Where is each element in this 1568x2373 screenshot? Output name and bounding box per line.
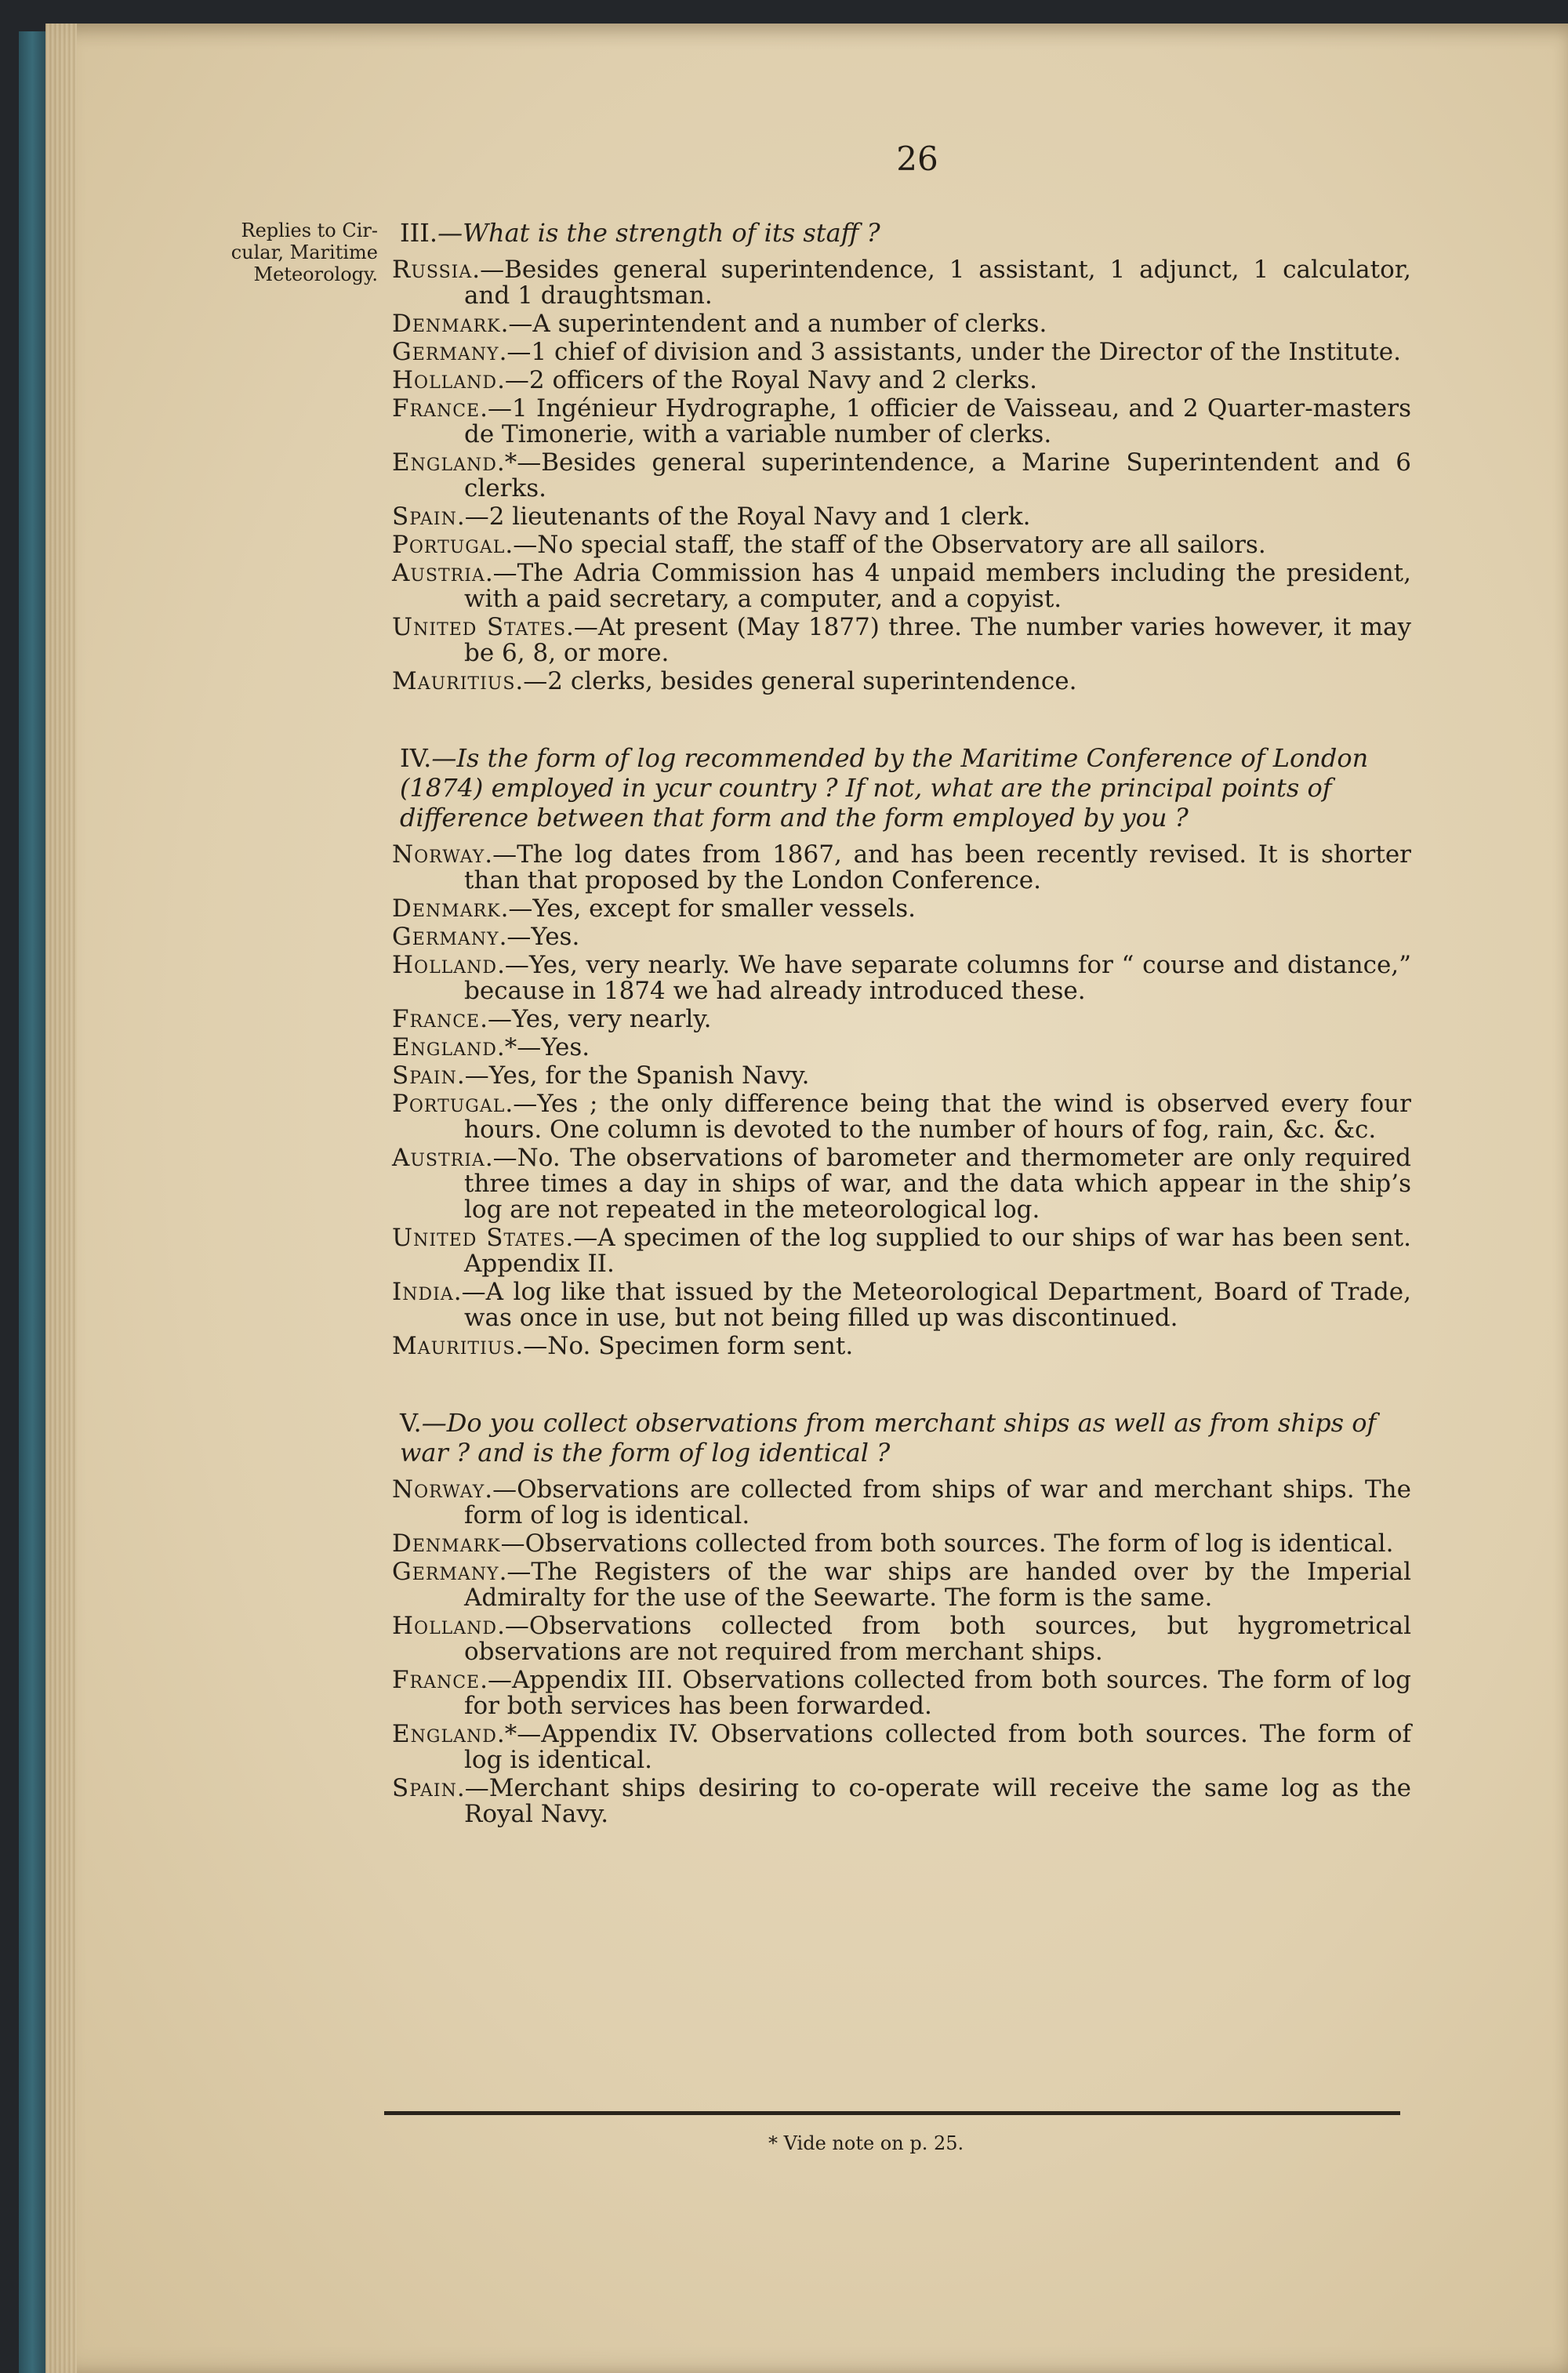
country-name: Holland xyxy=(392,1612,498,1640)
answer-item: France.—1 Ingénieur Hydrographe, 1 officier de Vaisseau, and 2 Quarter-masters de Timonerie, with a variable number of clerks. xyxy=(392,394,1411,448)
answer-item: Holland.—2 officers of the Royal Navy and 2 clerks. xyxy=(392,366,1037,394)
margin-note xyxy=(205,220,378,285)
answer-item: Holland.—Observations collected from both sources, but hygrometrical observations are not required from merchant ships. xyxy=(392,1612,1411,1666)
country-name: Austria xyxy=(392,1144,485,1172)
answer-item: Austria.—The Adria Commission has 4 unpaid members including the president, with a paid secretary, a computer, and a copyist. xyxy=(392,559,1411,613)
country-name: Germany xyxy=(392,1558,499,1586)
country-name: Germany xyxy=(392,923,499,951)
question-heading: III.—What is the strength of its staff ? xyxy=(400,218,880,248)
answer-item: France.—Yes, very nearly. xyxy=(392,1005,712,1033)
answer-item: Spain.—2 lieutenants of the Royal Navy and 1 clerk. xyxy=(392,503,1031,531)
answer-item: India.—A log like that issued by the Meteorological Department, Board of Trade, was once in use, but not being filled up was discontinued. xyxy=(392,1278,1411,1332)
margin-note-line: cular, Maritime xyxy=(230,241,378,263)
country-name: Mauritius xyxy=(392,667,516,695)
answer-item: Denmark.—A superintendent and a number of clerks. xyxy=(392,310,1047,338)
answer-item: Mauritius.—No. Specimen form sent. xyxy=(392,1332,854,1360)
answer-item: Portugal.—No special staff, the staff of the Observatory are all sailors. xyxy=(392,531,1266,559)
answer-item: Portugal.—Yes ; the only difference being that the wind is observed every four hours. One column is devoted to the number of hours of fog, rain, &c. &c. xyxy=(392,1090,1411,1144)
main-content xyxy=(392,218,1411,1830)
country-name: Russia xyxy=(392,256,473,284)
answer-item: Mauritius.—2 clerks, besides general superintendence. xyxy=(392,667,1077,695)
answer-item: England.*—Yes. xyxy=(392,1033,590,1061)
answer-item: Denmark.—Yes, except for smaller vessels. xyxy=(392,894,916,923)
answer-item: Holland.—Yes, very nearly. We have separate columns for “ course and distance,” because in 1874 we had already introduced these. xyxy=(392,951,1411,1005)
country-name: Spain xyxy=(392,1774,457,1802)
answer-item: Spain.—Yes, for the Spanish Navy. xyxy=(392,1061,810,1090)
answer-item: Russia.—Besides general superintendence, 1 assistant, 1 adjunct, 1 calculator, and 1 draughtsman. xyxy=(392,256,1411,310)
country-name: Norway xyxy=(392,1475,485,1504)
answer-item: Denmark—Observations collected from both sources. The form of log is identical. xyxy=(392,1529,1394,1558)
answer-item: Germany.—1 chief of division and 3 assistants, under the Director of the Institute. xyxy=(392,338,1401,366)
country-name: France xyxy=(392,1666,481,1694)
footnote: * Vide note on p. 25. xyxy=(768,2132,964,2154)
country-name: Mauritius xyxy=(392,1332,516,1360)
country-name: Austria xyxy=(392,559,485,587)
country-name: England xyxy=(392,448,497,477)
country-name: Portugal xyxy=(392,531,506,559)
answer-item: Germany.—The Registers of the war ships are handed over by the Imperial Admiralty for the use of the Seewarte. The form is the same. xyxy=(392,1558,1411,1612)
section-log-form xyxy=(392,743,1411,1359)
answer-item: Norway.—Observations are collected from ships of war and merchant ships. The form of log is identical. xyxy=(392,1475,1411,1529)
country-name: Portugal xyxy=(392,1090,506,1118)
answer-item: France.—Appendix III. Observations collected from both sources. The form of log for both services has been forwarded. xyxy=(392,1666,1411,1720)
question-heading: IV.—Is the form of log recommended by the Maritime Conference of London (1874) employed in ycur country ? If not, what are the principal points of difference between that form and the form employed by you ? xyxy=(400,743,1369,833)
section-merchant-ships xyxy=(392,1408,1411,1827)
book-cover-edge xyxy=(19,31,49,2373)
country-name: United States xyxy=(392,613,567,641)
answer-item: Norway.—The log dates from 1867, and has been recently revised. It is shorter than that proposed by the London Conference. xyxy=(392,840,1411,894)
country-name: England xyxy=(392,1033,497,1061)
country-name: Spain xyxy=(392,1061,457,1090)
answer-item: England.*—Appendix IV. Observations collected from both sources. The form of log is identical. xyxy=(392,1720,1411,1774)
answer-item: Germany.—Yes. xyxy=(392,923,580,951)
margin-note-line: Meteorology. xyxy=(253,263,378,285)
country-name: India xyxy=(392,1278,454,1306)
country-name: Spain xyxy=(392,503,457,531)
answer-item: England.*—Besides general superintendence, a Marine Superintendent and 6 clerks. xyxy=(392,448,1411,503)
section-staff xyxy=(392,218,1411,695)
question-heading: V.—Do you collect observations from merchant ships as well as from ships of war ? and is the form of log identical ? xyxy=(400,1408,1377,1468)
country-name: France xyxy=(392,394,481,423)
country-name: Germany xyxy=(392,338,499,366)
page-edges xyxy=(45,24,77,2373)
country-name: France xyxy=(392,1005,481,1033)
country-name: Holland xyxy=(392,366,498,394)
country-name: Denmark xyxy=(392,310,501,338)
country-name: Norway xyxy=(392,840,485,869)
footnote-rule xyxy=(384,2111,1400,2115)
margin-note-line: Replies to Cir- xyxy=(241,220,378,241)
country-name: Denmark xyxy=(392,1529,501,1558)
country-name: United States xyxy=(392,1224,566,1252)
answer-item: United States.—A specimen of the log supplied to our ships of war has been sent. Appendix II. xyxy=(392,1224,1411,1278)
answer-item: Austria.—No. The observations of barometer and thermometer are only required three times a day in ships of war, and the data which appear in the ship’s log are not repeated in the meteorological log. xyxy=(392,1144,1411,1224)
country-name: Holland xyxy=(392,951,498,979)
country-name: England xyxy=(392,1720,497,1748)
answer-item: United States.—At present (May 1877) three. The number varies however, it may be 6, 8, or more. xyxy=(392,613,1411,667)
page-number: 26 xyxy=(896,140,938,178)
answer-item: Spain.—Merchant ships desiring to co-operate will receive the same log as the Royal Navy. xyxy=(392,1774,1411,1828)
country-name: Denmark xyxy=(392,894,501,923)
